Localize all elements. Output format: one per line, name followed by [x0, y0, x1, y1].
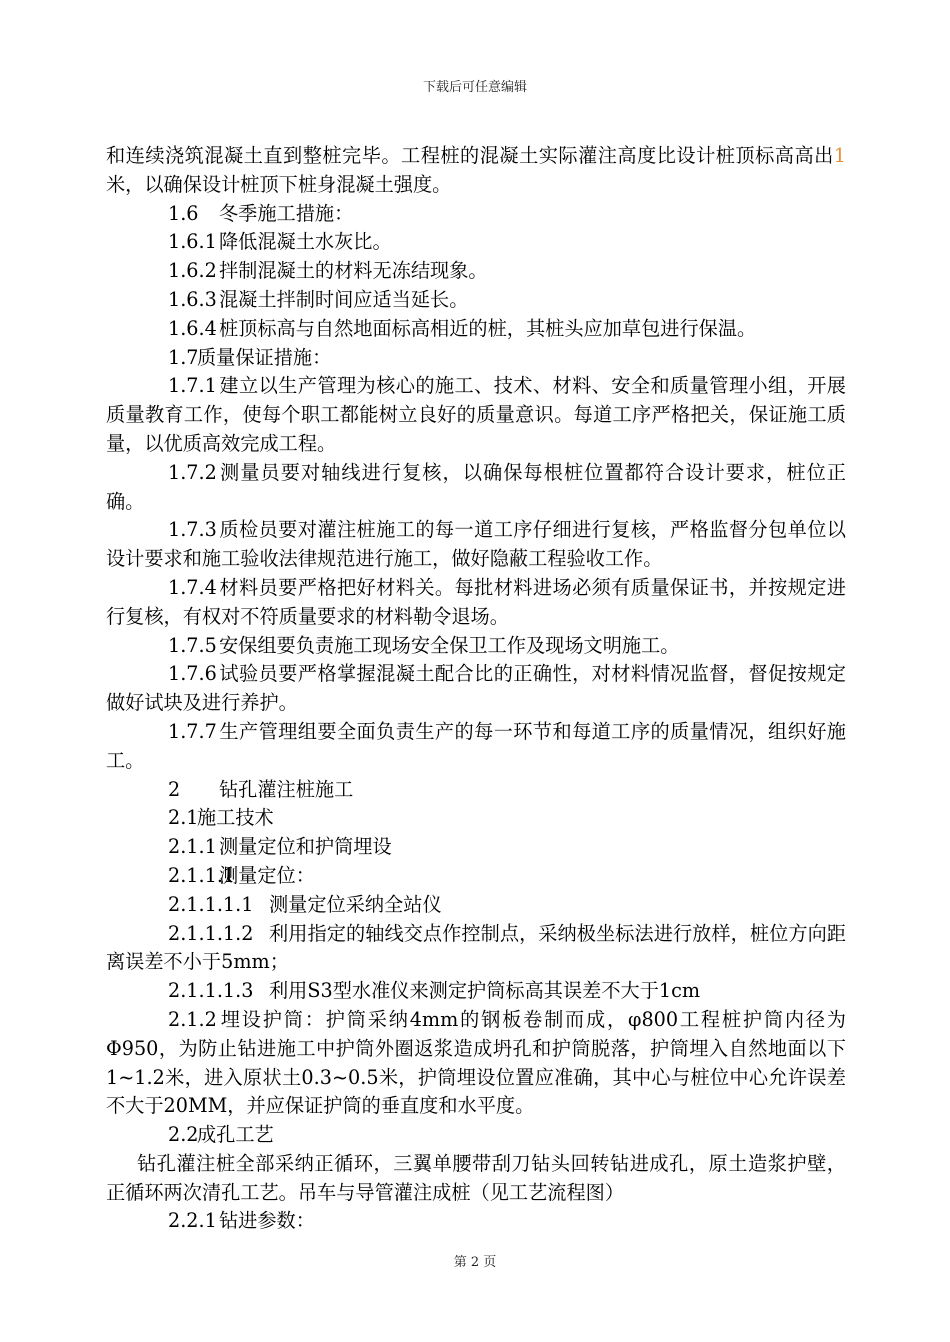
highlighted-number: 1	[833, 144, 846, 167]
section-1-7-2: 1.7.2 测量员要对轴线进行复核，以确保每根桩位置都符合设计要求，桩位正确。	[106, 460, 846, 513]
section-1-7: 1.7质量保证措施：	[168, 345, 332, 369]
section-1-6-4: 1.6.4 桩顶标高与自然地面标高相近的桩，其桩头应加草包进行保温。	[168, 316, 757, 340]
section-1-7-3: 1.7.3 质检员要对灌注桩施工的每一道工序仔细进行复核，严格监督分包单位以设计要求和施工验收法律规范进行施工，做好隐蔽工程验收工作。	[106, 518, 846, 571]
section-2-1-2: 2.1.2 埋设护筒：护筒采纳4mm的钢板卷制而成，φ800工程桩护筒内径为Φ950，为防止钻进施工中护筒外圈返浆造成坍孔和护筒脱落，护筒埋入自然地面以下1~1.2米，进入原状土0.3~0.5米，护筒埋设位置应准确，其中心与桩位中心允许误差不大于20MM，并应保证护筒的垂直度和水平度。	[106, 1007, 846, 1118]
section-1-7-5: 1.7.5 安保组要负责施工现场安全保卫工作及现场文明施工。	[168, 633, 680, 657]
section-2: 2 钻孔灌注桩施工	[168, 777, 354, 801]
section-1-6-3: 1.6.3 混凝土拌制时间应适当延长。	[168, 287, 469, 311]
section-1-7-4: 1.7.4 材料员要严格把好材料关。每批材料进场必须有质量保证书，并按规定进行复核，有权对不符质量要求的材料勒令退场。	[106, 575, 846, 628]
section-1-7-6: 1.7.6 试验员要严格掌握混凝土配合比的正确性，对材料情况监督，督促按规定做好试块及进行养护。	[106, 662, 846, 715]
section-1-7-7: 1.7.7 生产管理组要全面负责生产的每一环节和每道工序的质量情况，组织好施工。	[106, 719, 846, 772]
section-1-6-1: 1.6.1 降低混凝土水灰比。	[168, 230, 392, 254]
section-2-1-1: 2.1.1 测量定位和护筒埋设	[168, 835, 392, 859]
section-2-2-1: 2.2.1 钻进参数：	[168, 1209, 315, 1233]
paragraph-continuation: 和连续浇筑混凝土直到整桩完毕。工程桩的混凝土实际灌注高度比设计桩顶标高高出1米，以确保设计桩顶下桩身混凝土强度。	[106, 144, 846, 196]
section-2-1-1-1-2: 2.1.1.1.2 利用指定的轴线交点作控制点，采纳极坐标法进行放样，桩位方向距离误差不小于5mm；	[106, 921, 846, 974]
section-2-1-1-1: 2.1.1.1测量定位：	[168, 863, 315, 887]
section-1-7-1: 1.7.1 建立以生产管理为核心的施工、技术、材料、安全和质量管理小组，开展质量教育工作，使每个职工都能树立良好的质量意识。每道工序严格把关，保证施工质量，以优质高效完成工程。	[106, 374, 846, 455]
page-header: 下载后可任意编辑	[422, 80, 527, 95]
section-2-1-1-1-1: 2.1.1.1.1 测量定位采纳全站仪	[168, 892, 442, 916]
section-1-6: 1.6 冬季施工措施：	[168, 201, 354, 225]
page-footer: 第 2 页	[453, 1255, 497, 1270]
paragraph-2-2: 钻孔灌注桩全部采纳正循环，三翼单腰带刮刀钻头回转钻进成孔，原土造浆护壁，正循环两次清孔工艺。吊车与导管灌注成桩（见工艺流程图）	[106, 1151, 846, 1204]
section-2-2: 2.2成孔工艺	[168, 1123, 274, 1147]
section-2-1: 2.1施工技术	[168, 806, 274, 830]
section-2-1-1-1-3: 2.1.1.1.3 利用S3型水准仪来测定护筒标高其误差不大于1cm	[168, 979, 701, 1003]
section-1-6-2: 1.6.2 拌制混凝土的材料无冻结现象。	[168, 259, 488, 283]
document-body	[106, 142, 846, 1236]
